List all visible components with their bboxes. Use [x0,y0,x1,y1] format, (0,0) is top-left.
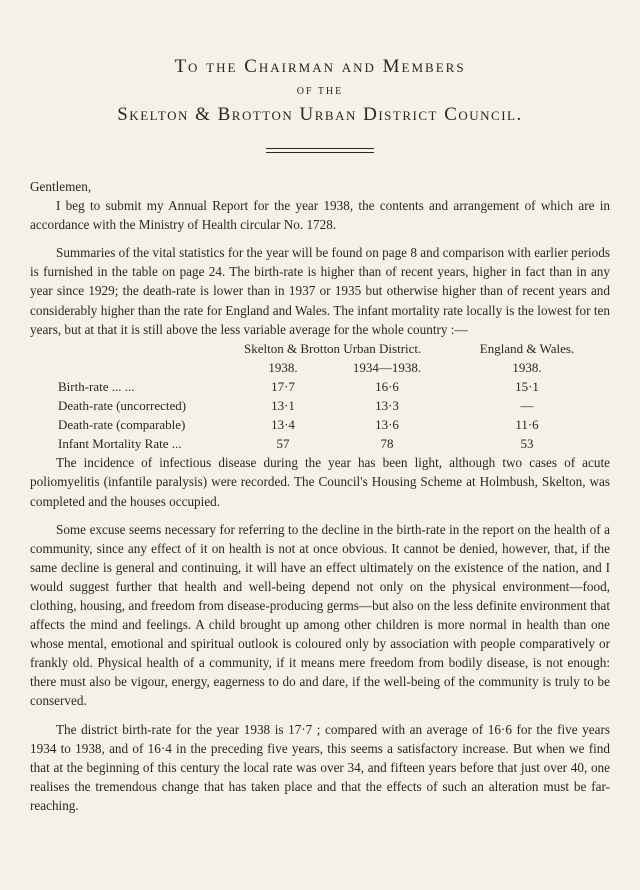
paragraph-5: The district birth-rate for the year 1938 is 17·7 ; compared with an average of 16·6 for the five years 1934 to 1938, and of 16·4 in the preceding five years, this seems a satisfactory increase. But when we find that at the beginning of this century the local rate was over 34, and fifteen years before that just over 40, one realises the tremendous change that has taken place and that the effects of such an alteration must be far-reaching. [30,721,610,813]
vital-statistics-table [58,339,602,454]
table-row [58,434,602,453]
row-label: Birth-rate ... ... [58,378,135,394]
cell-national: 15·1 [515,378,539,394]
year-header-local-1938: 1938. [268,359,298,375]
cell-local-1938: 13·4 [271,417,295,433]
cell-local-1938: 13·1 [271,398,295,414]
year-header-national-1938: 1938. [512,359,542,375]
row-label: Infant Mortality Rate ... [58,436,182,452]
table-group-header-row [58,339,602,358]
cell-local-average: 13·3 [375,398,399,414]
group-header-local: Skelton & Brotton Urban District. [244,340,422,356]
heading-line-1: To the Chairman and Members [174,56,466,77]
table-row [58,396,602,415]
row-label: Death-rate (comparable) [58,417,186,433]
heading-line-2: OF THE [296,86,344,97]
cell-local-average: 78 [380,436,394,452]
row-label: Death-rate (uncorrected) [58,398,187,414]
heading-line-3: Skelton & Brotton Urban District Council. [117,104,523,125]
cell-national: 11·6 [515,417,539,433]
paragraph-2: Summaries of the vital statistics for the year will be found on page 8 and comparison with earlier periods is furnished in the table on page 24. The birth-rate is higher than of recent years, higher in fact than in any year since 1929; the death-rate is lower than in 1937 or 1935 but otherwise higher than of recent years and considerably higher than the rate for England and Wales. The infant mortality rate locally is the lowest for ten years, but at that it is still above the less variable average for the whole country :— [30,245,610,337]
letter-body [30,177,610,815]
group-header-national: England & Wales. [479,340,575,356]
paragraph-1: I beg to submit my Annual Report for the year 1938, the contents and arrangement of which are in accordance with the Ministry of Health circular No. 1728. [30,198,610,233]
double-rule-divider [266,148,374,153]
cell-local-average: 13·6 [375,417,399,433]
cell-national: 53 [520,436,534,452]
salutation: Gentlemen, [30,179,92,194]
cell-local-average: 16·6 [375,378,399,394]
cell-local-1938: 57 [276,436,290,452]
year-header-local-average: 1934—1938. [352,359,422,375]
paragraph-3: The incidence of infectious disease during the year has been light, although two cases of acute poliomyelitis (infantile paralysis) were recorded. The Council's Housing Scheme at Holmbush, Skelton, was completed and the houses occupied. [30,455,610,509]
cell-local-1938: 17·7 [271,378,295,394]
table-row [58,415,602,434]
cell-national: — [520,398,534,414]
table-year-header-row [58,358,602,377]
paragraph-4: Some excuse seems necessary for referring to the decline in the birth-rate in the report on the health of a community, since any effect of it on health is not at once obvious. It cannot be denied, however, that, if the same decline is general and continuing, it will have an effect ultimately on the existence of the nation, and I would suggest further that health and well-being depend not only on the physical environment—food, clothing, housing, and freedom from disease-producing germs—but also on the less definite environment that affects the mind and feelings. A child brought up among other children is more normal in health than one whose mental, emotional and spiritual outlook is coloured only by association with people comparatively or frankly old. Physical health of a community, if it means mere freedom from bodily disease, is not enough: there must also be vigour, energy, eagerness to do and dare, if the well-being of the community is truly to be conserved. [30,521,610,709]
table-row [58,377,602,396]
